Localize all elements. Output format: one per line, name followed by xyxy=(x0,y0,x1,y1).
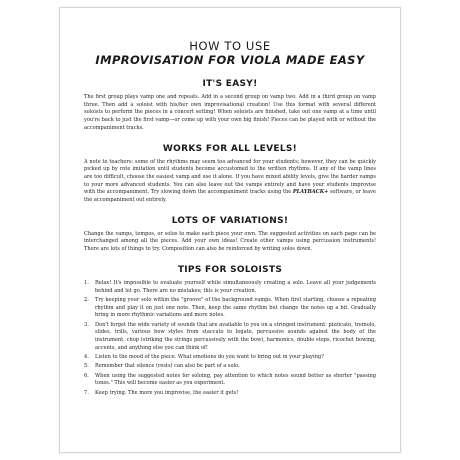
page-title-line1: HOW TO USE xyxy=(189,39,271,53)
list-item xyxy=(84,390,376,398)
item-number: 2. xyxy=(84,296,89,303)
item-text: Keep trying. The more you improvise, the easier it gets! xyxy=(95,389,239,396)
list-item xyxy=(84,297,376,320)
item-number: 6. xyxy=(84,372,89,379)
item-number: 7. xyxy=(84,389,89,396)
item-text: Relax! It's impossible to evaluate yourself while simultaneously creating a solo. Leave all your judgements behind and let go. There are no mistakes; this is your creation. xyxy=(95,279,376,294)
item-text: Try keeping your solo within the "groove" of the background vamps. When first starting, choose a repeating rhythm and play it on just one note. Then, keep the same rhythm but change the notes up a bit. Gradually bring in more rhythmic variations and more notes. xyxy=(95,296,376,319)
section-body: Change the vamps, tempos, or solos to make each piece your own. The suggested activities on each page can be interchanged among all the pieces. Add your own ideas! Create other vamps using percussion instruments! There are lots of things to try. Composition can also be reinforced by writing solos down. xyxy=(84,230,376,253)
document-page xyxy=(59,7,401,453)
section-its-easy xyxy=(84,78,376,133)
list-item xyxy=(84,363,376,371)
playback-brand: PLAYBACK+ xyxy=(292,189,329,196)
item-number: 3. xyxy=(84,321,89,328)
section-tips xyxy=(84,264,376,397)
list-item xyxy=(84,373,376,388)
list-item xyxy=(84,322,376,353)
section-all-levels xyxy=(84,143,376,205)
item-number: 1. xyxy=(84,279,89,286)
tips-list xyxy=(84,280,376,397)
item-number: 5. xyxy=(84,363,89,370)
list-item xyxy=(84,280,376,295)
body-text: software, or leave the accompaniment out entirely. xyxy=(84,189,376,204)
section-heading: TIPS FOR SOLOISTS xyxy=(177,264,283,275)
item-text: When using the suggested notes for soloing, pay attention to which notes sound better as shorter "passing tones." This will become easier as you experiment. xyxy=(95,372,376,387)
page-title-line2: IMPROVISATION FOR VIOLA MADE EASY xyxy=(95,53,365,67)
body-text: A note to teachers: some of the rhythms may seem too advanced for your students; however, they can be quickly picked up by rote imitation until students become accustomed to the written rhythms. If any of the vamp lines are too difficult, choose the easiest vamp and use it alone. If you have mixed ability levels, give the harder vamps to your more advanced students. You can also leave out the vamps entirely and have your students improvise with the accompaniment. Try slowing down the accompaniment tracks using the xyxy=(84,158,376,196)
item-text: Don't forget the wide variety of sounds that are available to you on a stringed instrument: pizzicato, tremolo, slides, trills, various bow styles from staccato to legato, percussive sounds against the body of the instrument, chop (striking the strings percussively with the bow), harmonics, double stops, ricochet bowing, accents, and anything else you can think of! xyxy=(95,321,376,351)
section-heading: IT'S EASY! xyxy=(202,79,258,89)
item-text: Listen to the mood of the piece. What emotions do you want to bring out in your playing? xyxy=(95,353,324,360)
section-variations xyxy=(84,215,376,254)
section-heading: WORKS FOR ALL LEVELS! xyxy=(162,143,298,154)
item-text: Remember that silence (rests) can also be part of a solo. xyxy=(95,363,240,370)
section-body xyxy=(84,159,376,205)
list-item xyxy=(84,354,376,362)
section-body: The first group plays vamp one and repeats. Add in a second group on vamp two. Add in a third group on vamp three. Then add a soloist with his/her own improvisational creation! Use this format with several different soloists to perform the pieces in a concert setting! When soloists are finished, take out one vamp at a time until you're back to just the first vamp—or come up with your own big finish! Pieces can be played with or without the accompaniment tracks. xyxy=(84,94,376,131)
section-heading: LOTS OF VARIATIONS! xyxy=(171,215,289,226)
item-number: 4. xyxy=(84,353,89,360)
